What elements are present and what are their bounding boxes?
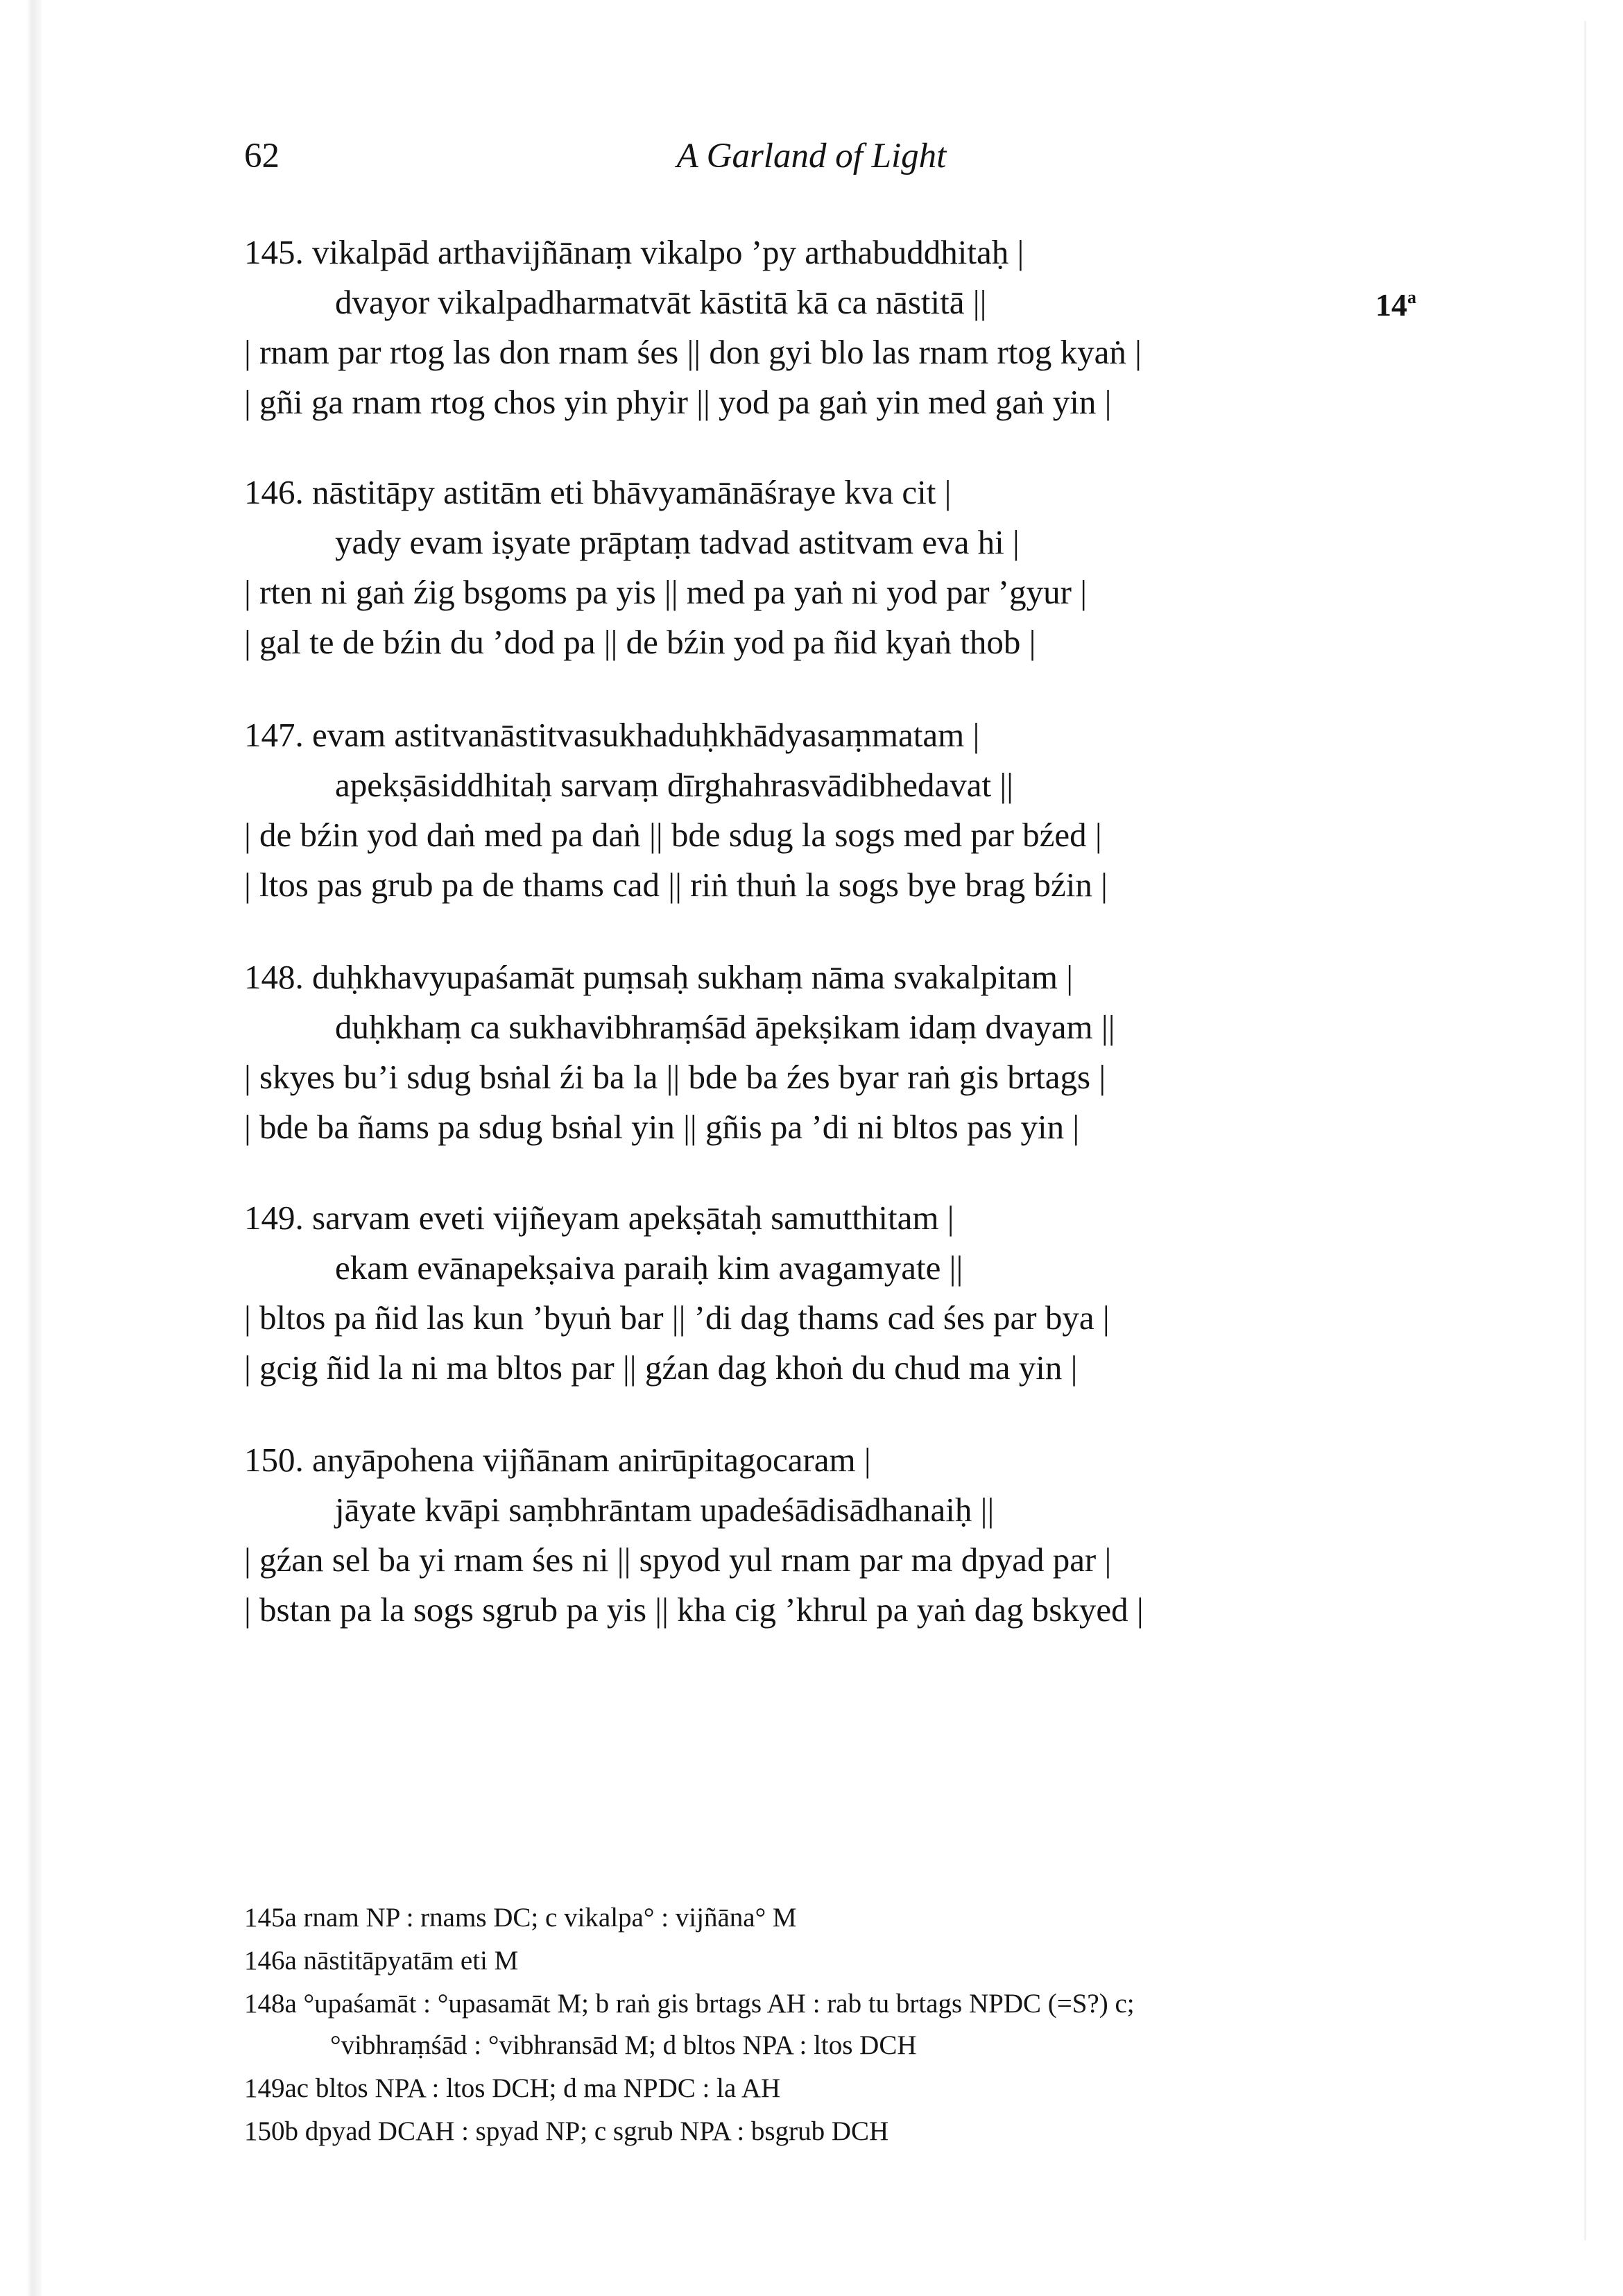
apparatus-note-148a: 148a °upaśamāt : °upasamāt M; b raṅ gis brtags AH : rab tu brtags NPDC (=S?) c; [244, 1989, 1135, 2019]
verse-sanskrit-line-1: 145. vikalpād arthavijñānaṃ vikalpo ’py arthabuddhitaḥ | [244, 233, 1024, 271]
apparatus-note-149ac: 149ac bltos NPA : ltos DCH; d ma NPDC : la AH [244, 2073, 781, 2103]
scan-binding-shadow [26, 0, 42, 2296]
verse-tibetan-line-1: | skyes bu’i sdug bsṅal źi ba la || bde ba źes byar raṅ gis brtags | [244, 1058, 1106, 1096]
verse-tibetan-line-1: | bltos pa ñid las kun ’byuṅ bar || ’di dag thams cad śes par bya | [244, 1299, 1110, 1337]
apparatus-note-146a: 146a nāstitāpyatām eti M [244, 1946, 519, 1976]
verse-tibetan-line-2: | bstan pa la sogs sgrub pa yis || kha cig ’khrul pa yaṅ dag bskyed | [244, 1591, 1144, 1629]
verse-sanskrit-line-2: duḥkhaṃ ca sukhavibhraṃśād āpekṣikam idaṃ dvayam || [335, 1008, 1115, 1046]
verse-sanskrit-line-2: ekam evānapekṣaiva paraiḥ kim avagamyate || [335, 1249, 963, 1287]
verse-tibetan-line-1: | de bźin yod daṅ med pa daṅ || bde sdug la sogs med par bźed | [244, 816, 1102, 854]
verse-sanskrit-line-2: apekṣāsiddhitaḥ sarvaṃ dīrghahrasvādibhedavat || [335, 766, 1013, 804]
page-number: 62 [244, 137, 280, 175]
folio-side: a [1407, 287, 1416, 307]
verse-tibetan-line-1: | gźan sel ba yi rnam śes ni || spyod yul rnam par ma dpyad par | [244, 1541, 1112, 1579]
verse-tibetan-line-1: | rnam par rtog las don rnam śes || don gyi blo las rnam rtog kyaṅ | [244, 333, 1142, 371]
folio-number: 14 [1375, 287, 1407, 323]
folio-marker [1375, 277, 1416, 326]
apparatus-note-145a: 145a rnam NP : rnams DC; c vikalpa° : vijñāna° M [244, 1903, 797, 1933]
verse-tibetan-line-2: | bde ba ñams pa sdug bsṅal yin || gñis pa ’di ni bltos pas yin | [244, 1108, 1080, 1146]
apparatus-note-150b: 150b dpyad DCAH : spyad NP; c sgrub NPA : bsgrub DCH [244, 2116, 889, 2146]
verse-sanskrit-line-1: 149. sarvam eveti vijñeyam apekṣātaḥ samutthitam | [244, 1199, 954, 1237]
verse-sanskrit-line-2: jāyate kvāpi saṃbhrāntam upadeśādisādhanaiḥ || [335, 1491, 995, 1529]
verse-sanskrit-line-2: yady evam iṣyate prāptaṃ tadvad astitvam eva hi | [335, 523, 1020, 561]
verse-tibetan-line-1: | rten ni gaṅ źig bsgoms pa yis || med pa yaṅ ni yod par ’gyur | [244, 573, 1087, 611]
verse-sanskrit-line-1: 147. evam astitvanāstitvasukhaduḥkhādyasaṃmatam | [244, 716, 980, 754]
verse-tibetan-line-2: | gcig ñid la ni ma bltos par || gźan dag khoṅ du chud ma yin | [244, 1348, 1078, 1387]
verse-sanskrit-line-2: dvayor vikalpadharmatvāt kāstitā kā ca nāstitā || [335, 283, 987, 321]
verse-sanskrit-line-1: 150. anyāpohena vijñānam anirūpitagocaram | [244, 1441, 871, 1479]
running-title: A Garland of Light [676, 137, 947, 175]
verse-tibetan-line-2: | ltos pas grub pa de thams cad || riṅ thuṅ la sogs bye brag bźin | [244, 866, 1108, 904]
verse-sanskrit-line-1: 148. duḥkhavyupaśamāt puṃsaḥ sukhaṃ nāma svakalpitam | [244, 958, 1074, 996]
verse-tibetan-line-2: | gal te de bźin du ’dod pa || de bźin yod pa ñid kyaṅ thob | [244, 623, 1036, 661]
verse-tibetan-line-2: | gñi ga rnam rtog chos yin phyir || yod pa gaṅ yin med gaṅ yin | [244, 383, 1112, 421]
verse-sanskrit-line-1: 146. nāstitāpy astitām eti bhāvyamānāśraye kva cit | [244, 473, 952, 511]
scan-edge-line [1584, 21, 1586, 2241]
apparatus-note-148a-continued: °vibhraṃśād : °vibhransād M; d bltos NPA : ltos DCH [330, 2030, 917, 2060]
